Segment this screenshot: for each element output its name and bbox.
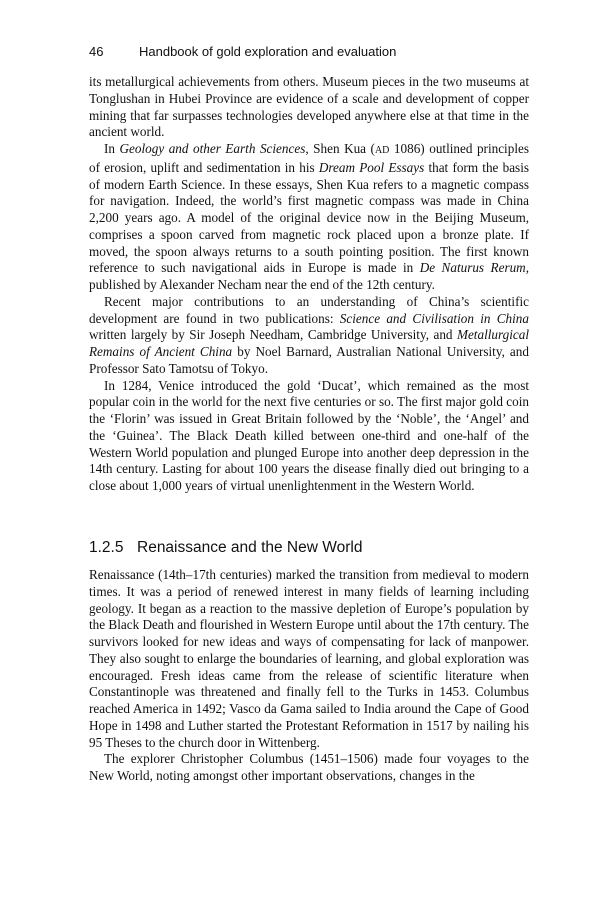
- paragraph: [89, 74, 529, 141]
- text-run: written largely by Sir Joseph Needham, Cambridge University, and: [89, 327, 457, 343]
- text-run: that form the basis of modern Earth Science. In these essays, Shen Kua refers to a magnetic compass for navigation. Indeed, the world’s first magnetic compass was made in China 2,200 years ago. A model of the original device now in the Beijing Museum, comprises a spoon carved from magnetic rock placed upon a bronze plate. If moved, the spoon always returns to a south pointing position. The first known reference to such navigational aids in Europe is made in: [89, 159, 529, 276]
- book-title-italic: De Naturus Rerum: [419, 260, 526, 276]
- book-title-italic: Science and Civilisation in China: [339, 310, 529, 326]
- running-header: [89, 44, 529, 59]
- page-number: 46: [89, 44, 104, 59]
- paragraph: [89, 378, 529, 495]
- small-caps-era: AD: [374, 145, 390, 156]
- paragraph: [89, 567, 529, 751]
- book-title-italic: Metallurgical Remains of Ancient China: [89, 327, 529, 359]
- text-run: Recent major contributions to an understanding of China’s scientific development are found in two publications:: [89, 293, 529, 326]
- book-title: Handbook of gold exploration and evaluation: [139, 44, 397, 59]
- body-text-bottom: [89, 567, 529, 785]
- text-run: , published by Alexander Necham near the end of the 12th century.: [89, 260, 529, 292]
- book-title-italic: Dream Pool Essays: [318, 159, 425, 175]
- text-run: its metallurgical achievements from others. Museum pieces in the two museums at Tonglushan in Hubei Province are evidence of a scale and development of copper mining that far surpasses technologies developed anywhere else at that time in the ancient world.: [89, 74, 529, 140]
- paragraph: [89, 294, 529, 378]
- section-title: Renaissance and the New World: [137, 539, 363, 556]
- paragraph: [89, 141, 529, 294]
- section-heading: [89, 539, 529, 557]
- text-run: by Noel Barnard, Australian National University, and Professor Sato Tamotsu of Tokyo.: [89, 344, 529, 376]
- text-run: In: [104, 141, 120, 156]
- text-run: , Shen Kua (: [305, 141, 375, 156]
- book-title-italic: Geology and other Earth Sciences: [119, 141, 306, 156]
- text-run: In 1284, Venice introduced the gold ‘Ducat’, which remained as the most popular coin in the world for the next five centuries or so. The first major gold coin the ‘Florin’ was issued in Great Britain followed by the ‘Noble’, the ‘Angel’ and the ‘Guinea’. The Black Death killed between one-third and one-half of the Western World population and plunged Europe into another deep depression in the 14th century. Lasting for about 100 years the disease finally died out bringing to a close about 1,000 years of virtual unenlightenment in the Western World.: [89, 377, 529, 493]
- section-number: 1.2.5: [89, 539, 124, 556]
- text-run: 1086) outlined principles of erosion, uplift and sedimentation in his: [89, 141, 529, 175]
- paragraph: [89, 751, 529, 785]
- text-run: Renaissance (14th–17th centuries) marked the transition from medieval to modern times. It was a period of renewed interest in many fields of learning including geology. It began as a reaction to the massive depletion of Europe’s population by the Black Death and flourished in Western Europe until about the 17th century. The survivors looked for new ideas and ways of compensating for lack of manpower. They also sought to enlarge the boundaries of learning, and global exploration was encouraged. Fresh ideas came from the release of scientific literature when Constantinople was threatened and finally fell to the Turks in 1453. Columbus reached America in 1492; Vasco da Gama sailed to India around the Cape of Good Hope in 1498 and Luther started the Protestant Reformation in 1517 by nailing his 95 Theses to the church door in Wittenberg.: [89, 567, 529, 750]
- text-run: The explorer Christopher Columbus (1451–1506) made four voyages to the New World, noting amongst other important observations, changes in the: [89, 751, 529, 783]
- body-text-top: [89, 74, 529, 495]
